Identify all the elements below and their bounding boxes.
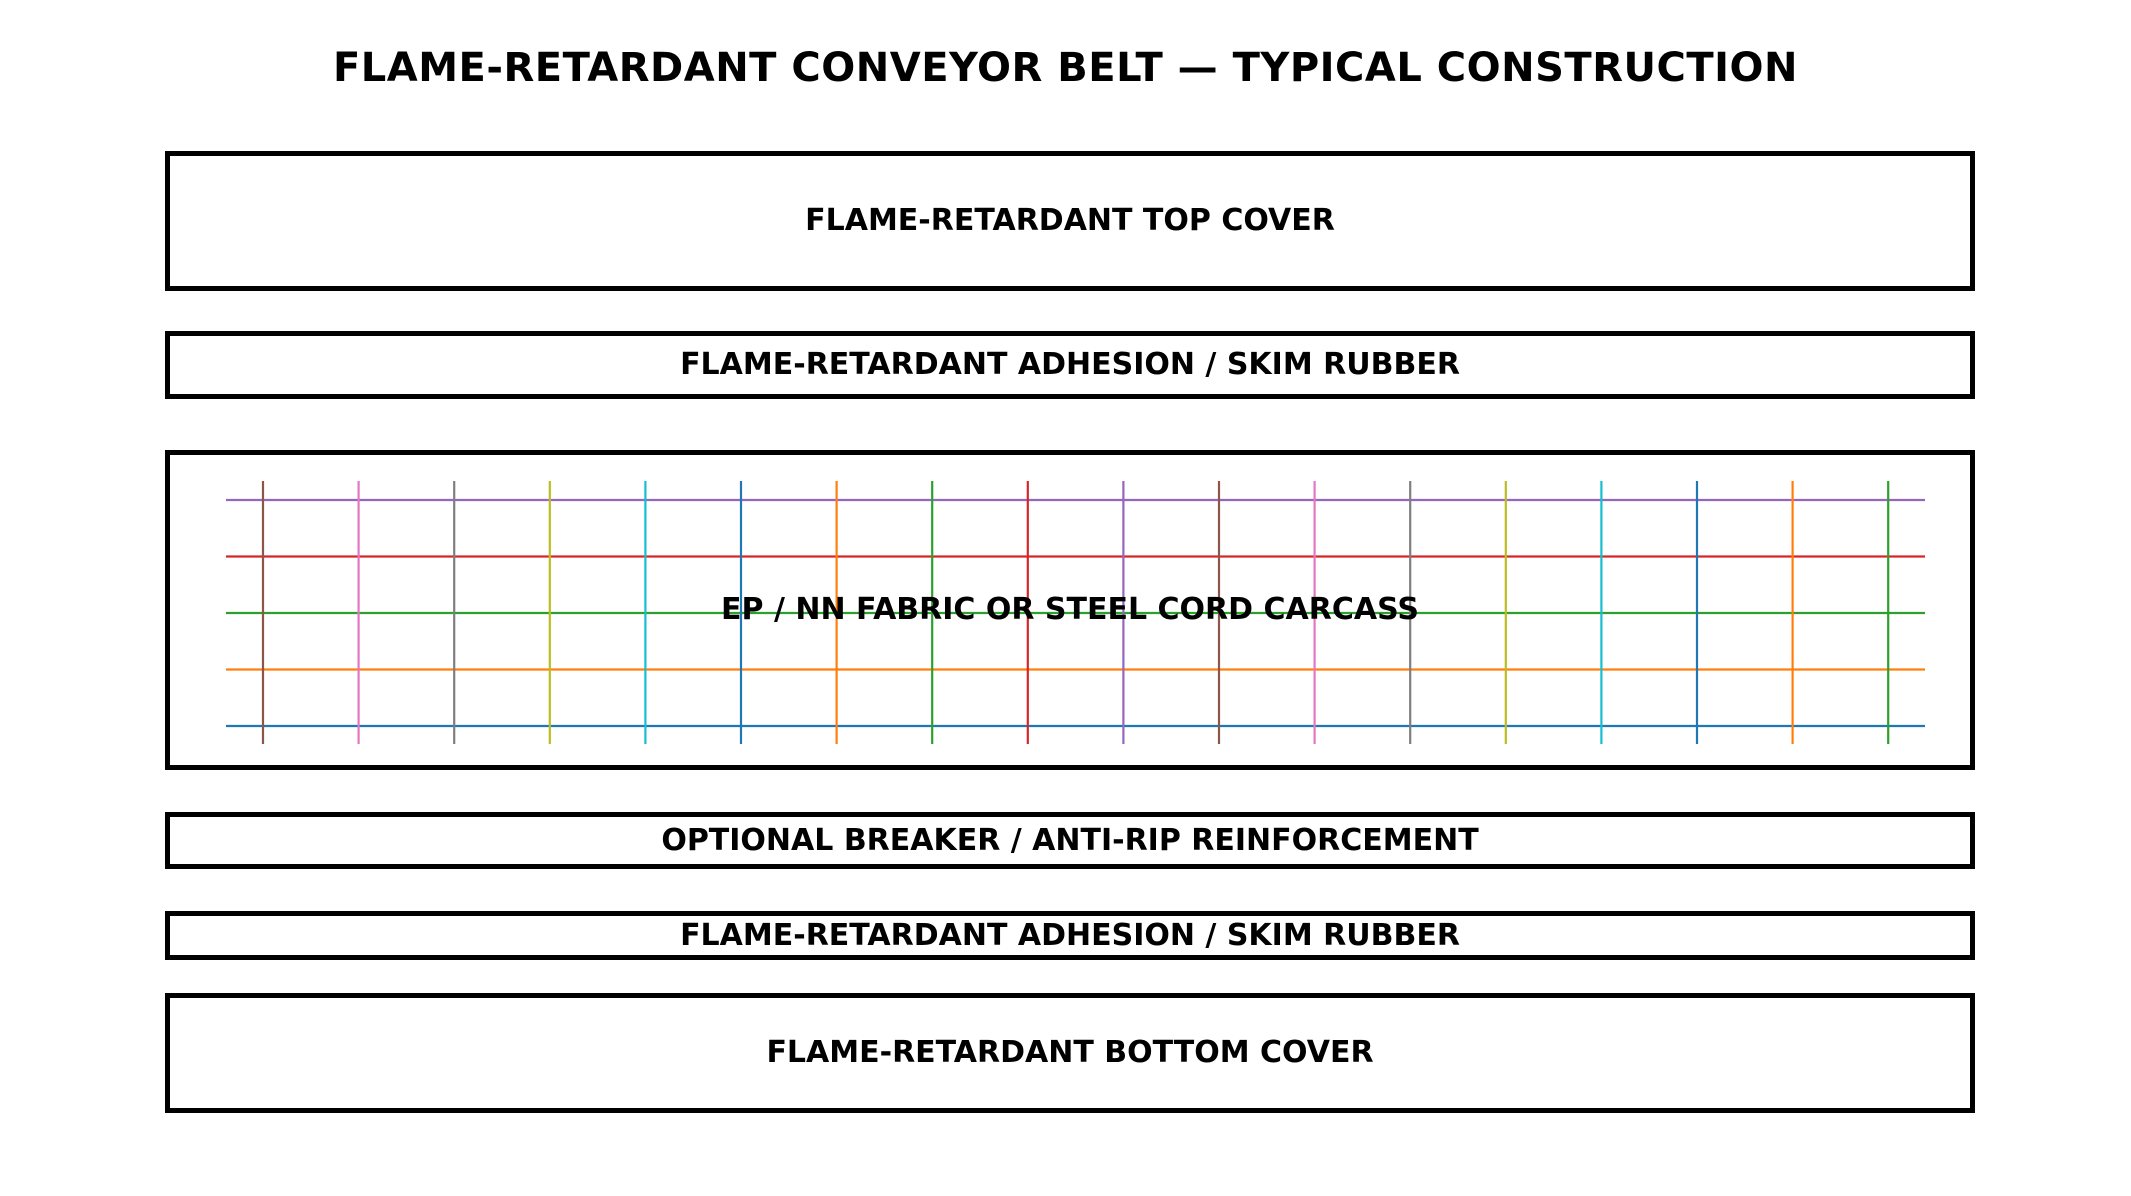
layer-adhesion-skim-rubber-upper (165, 331, 1975, 399)
layer-adhesion-lower-label: FLAME-RETARDANT ADHESION / SKIM RUBBER (680, 917, 1460, 953)
layer-adhesion-skim-rubber-lower (165, 911, 1975, 960)
layer-carcass-label: EP / NN FABRIC OR STEEL CORD CARCASS (721, 592, 1419, 627)
diagram-title: FLAME-RETARDANT CONVEYOR BELT — TYPICAL CONSTRUCTION (332, 45, 1798, 91)
layer-breaker (165, 812, 1975, 869)
layer-bottom-cover-label: FLAME-RETARDANT BOTTOM COVER (766, 1035, 1374, 1070)
layer-breaker-label: OPTIONAL BREAKER / ANTI-RIP REINFORCEMENT (661, 822, 1479, 858)
layer-top-cover-label: FLAME-RETARDANT TOP COVER (805, 203, 1335, 238)
layer-top-cover (165, 151, 1975, 291)
layer-carcass (165, 450, 1975, 770)
layer-bottom-cover (165, 993, 1975, 1113)
layer-adhesion-upper-label: FLAME-RETARDANT ADHESION / SKIM RUBBER (680, 347, 1460, 382)
